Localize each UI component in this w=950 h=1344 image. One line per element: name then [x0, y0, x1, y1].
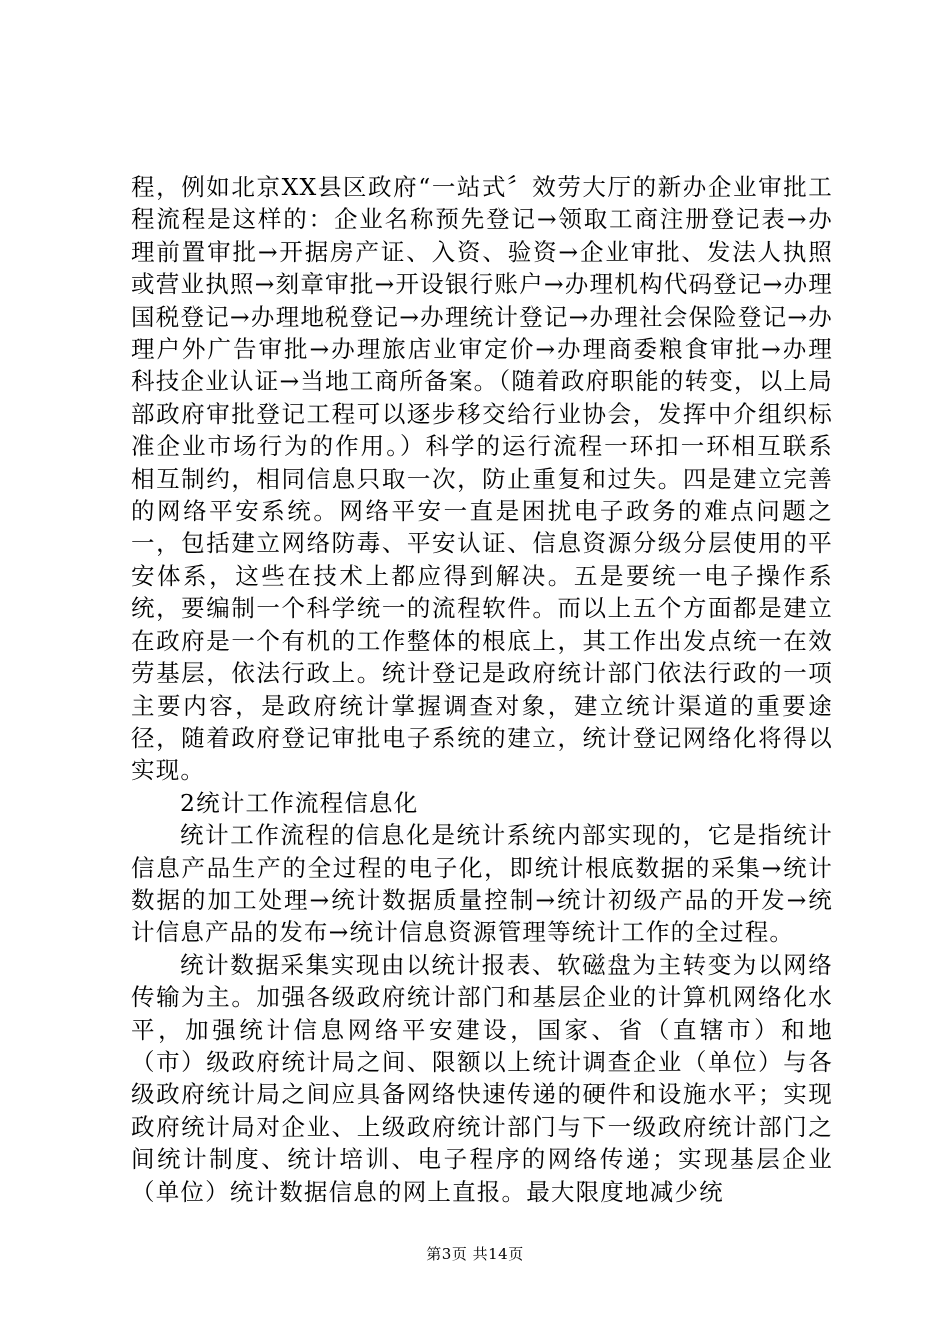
document-body [131, 171, 833, 1208]
paragraph-data-collection: 统计数据采集实现由以统计报表、软磁盘为主转变为以网络传输为主。加强各级政府统计部门和基层企业的计算机网络化水平，加强统计信息网络平安建设，国家、省（直辖市）和地（市）级政府统计局之间、限额以上统计调查企业（单位）与各级政府统计局之间应具备网络快速传递的硬件和设施水平；实现政府统计局对企业、上级政府统计部门与下一级政府统计部门之间统计制度、统计培训、电子程序的网络传递；实现基层企业（单位）统计数据信息的网上直报。最大限度地减少统 [131, 950, 833, 1206]
paragraph-workflow-informatization: 统计工作流程的信息化是统计系统内部实现的，它是指统计信息产品生产的全过程的电子化，即统计根底数据的采集→统计数据的加工处理→统计数据质量控制→统计初级产品的开发→统计信息产品的发布→统计信息资源管理等统计工作的全过程。 [131, 821, 833, 947]
section-heading: 2统计工作流程信息化 [180, 788, 419, 817]
page-footer: 第3页 共14页 [426, 1245, 524, 1263]
paragraph-approval-process: 程，例如北京XX县区政府“一站式〞效劳大厅的新办企业审批工程流程是这样的：企业名称预先登记→领取工商注册登记表→办理前置审批→开据房产证、入资、验资→企业审批、发法人执照或营业执照→刻章审批→开设银行账户→办理机构代码登记→办理国税登记→办理地税登记→办理统计登记→办理社会保险登记→办理户外广告审批→办理旅店业审定价→办理商委粮食审批→办理科技企业认证→当地工商所备案。（随着政府职能的转变，以上局部政府审批登记工程可以逐步移交给行业协会，发挥中介组织标准企业市场行为的作用。）科学的运行流程一环扣一环相互联系相互制约，相同信息只取一次，防止重复和过失。四是建立完善的网络平安系统。网络平安一直是困扰电子政务的难点问题之一，包括建立网络防毒、平安认证、信息资源分级分层使用的平安体系，这些在技术上都应得到解决。五是要统一电子操作系统，要编制一个科学统一的流程软件。而以上五个方面都是建立在政府是一个有机的工作整体的根底上，其工作出发点统一在效劳基层，依法行政上。统计登记是政府统计部门依法行政的一项主要内容，是政府统计掌握调查对象，建立统计渠道的重要途径，随着政府登记审批电子系统的建立，统计登记网络化将得以实现。 [131, 173, 833, 785]
